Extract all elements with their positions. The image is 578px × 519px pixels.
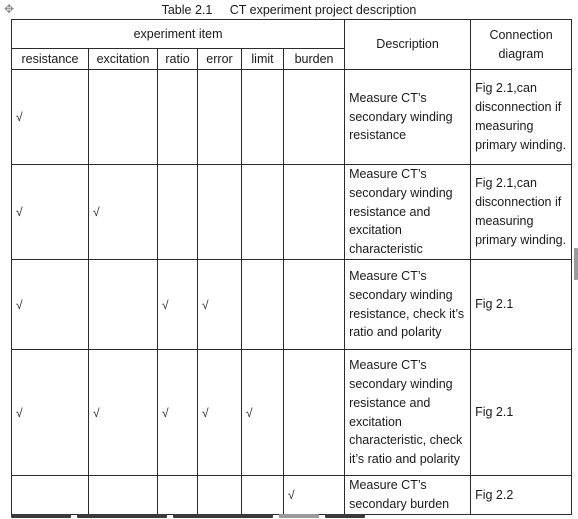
check-cell: √ — [198, 260, 242, 350]
check-cell: √ — [242, 350, 284, 476]
description-cell: Measure CT’s secondary winding resistance, check it’s ratio and polarity — [345, 260, 471, 350]
check-cell — [158, 476, 198, 515]
scrollbar-thumb[interactable] — [574, 248, 578, 280]
check-cell: √ — [158, 350, 198, 476]
check-cell — [242, 476, 284, 515]
check-cell — [12, 476, 89, 515]
check-cell — [284, 350, 345, 476]
ct-experiment-table — [11, 19, 572, 515]
connection-cell: Fig 2.1,can disconnection if measuring primary winding. — [471, 165, 572, 260]
check-cell: √ — [12, 70, 89, 165]
table-row — [12, 260, 572, 350]
check-cell — [158, 165, 198, 260]
experiment-item-header: experiment item — [12, 20, 345, 49]
check-cell — [284, 260, 345, 350]
check-cell — [198, 165, 242, 260]
check-cell — [89, 476, 158, 515]
check-cell — [89, 70, 158, 165]
check-cell — [284, 165, 345, 260]
connection-cell: Fig 2.2 — [471, 476, 572, 515]
description-cell: Measure CT’s secondary winding resistance and excitation characteristic, check it’s ratio and polarity — [345, 350, 471, 476]
item-header-burden: burden — [284, 49, 345, 70]
check-cell — [198, 70, 242, 165]
check-cell — [198, 476, 242, 515]
table-row — [12, 165, 572, 260]
check-cell — [242, 70, 284, 165]
item-header-resistance: resistance — [12, 49, 89, 70]
check-cell: √ — [89, 350, 158, 476]
table-row — [12, 70, 572, 165]
table-caption: Table 2.1 CT experiment project description — [161, 3, 417, 17]
item-header-limit: limit — [242, 49, 284, 70]
check-cell: √ — [12, 350, 89, 476]
table-row — [12, 476, 572, 515]
check-cell: √ — [12, 165, 89, 260]
check-cell: √ — [284, 476, 345, 515]
check-cell: √ — [12, 260, 89, 350]
check-cell — [284, 70, 345, 165]
check-cell — [158, 70, 198, 165]
connection-cell: Fig 2.1 — [471, 260, 572, 350]
check-cell: √ — [89, 165, 158, 260]
description-header: Description — [345, 20, 471, 70]
check-cell — [242, 165, 284, 260]
check-cell — [89, 260, 158, 350]
description-cell: Measure CT’s secondary burden — [345, 476, 471, 515]
check-cell: √ — [158, 260, 198, 350]
move-anchor-icon[interactable]: ✥ — [3, 2, 15, 16]
description-cell: Measure CT’s secondary winding resistance — [345, 70, 471, 165]
table-row — [12, 350, 572, 476]
check-cell — [242, 260, 284, 350]
connection-cell: Fig 2.1,can disconnection if measuring primary winding. — [471, 70, 572, 165]
item-header-error: error — [198, 49, 242, 70]
item-header-excitation: excitation — [89, 49, 158, 70]
item-header-ratio: ratio — [158, 49, 198, 70]
connection-diagram-header: Connection diagram — [471, 20, 572, 70]
cut-off-footnote — [11, 512, 571, 519]
check-cell: √ — [198, 350, 242, 476]
connection-cell: Fig 2.1 — [471, 350, 572, 476]
description-cell: Measure CT’s secondary winding resistance and excitation characteristic — [345, 165, 471, 260]
